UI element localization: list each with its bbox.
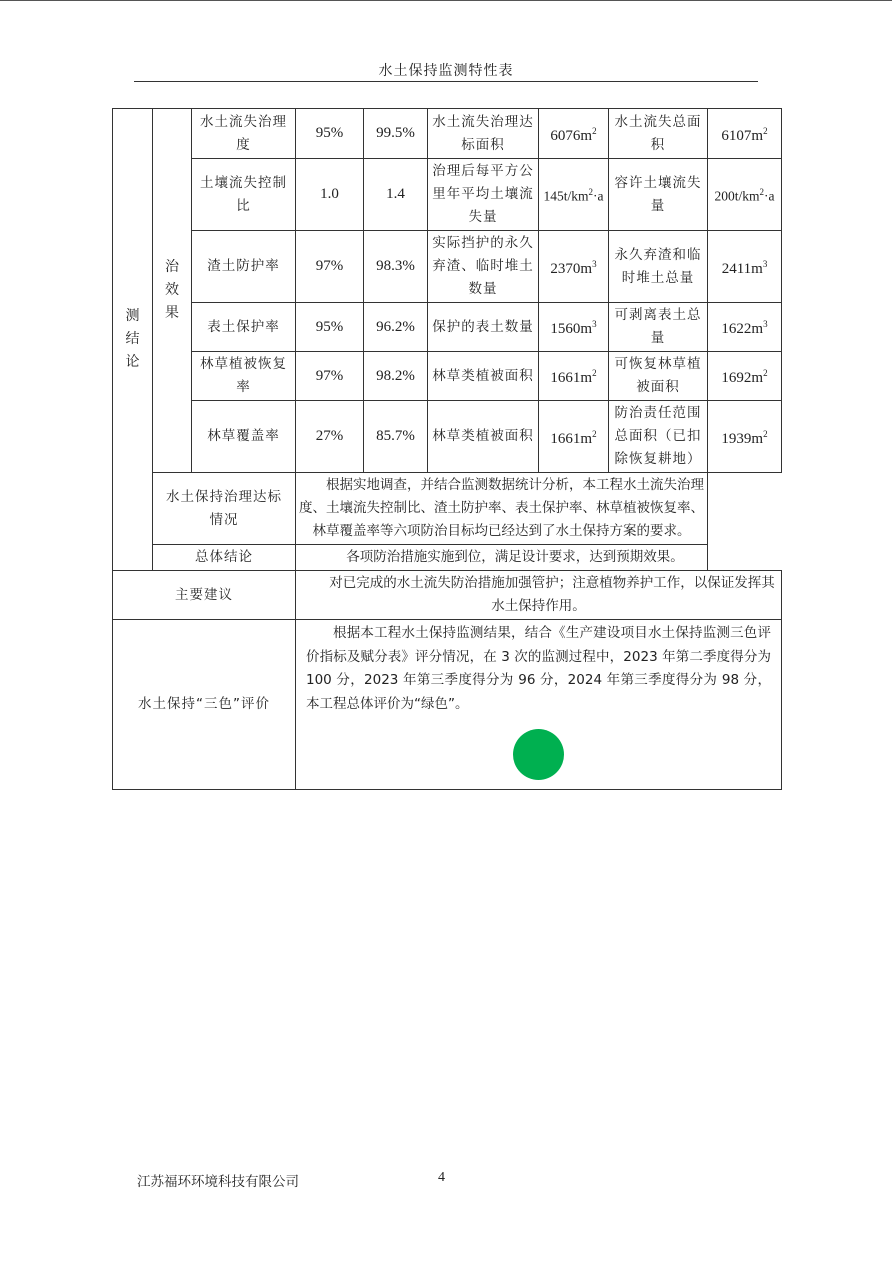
metric-value2: $2411m^3$: [708, 231, 782, 303]
metric-value2: $1939m^2$: [708, 401, 782, 473]
page-number: 4: [438, 1170, 445, 1185]
table-row: [113, 545, 782, 571]
overall-text: 各项防治措施实施到位，满足设计要求，达到预期效果。: [296, 545, 708, 571]
metric-target: 97%: [296, 231, 364, 303]
metric-value1: $145t/km^2\cdot a$: [539, 159, 609, 231]
metric-basis2: 容许土壤流失量: [609, 159, 708, 231]
metric-basis1: 保护的表土数量: [428, 303, 539, 352]
section-label-cell: [113, 109, 153, 571]
metric-name: 水土流失治理度: [192, 109, 296, 159]
metric-target: 1.0: [296, 159, 364, 231]
overall-label: 总体结论: [153, 545, 296, 571]
metric-value2: $1692m^2$: [708, 352, 782, 401]
metric-target: 95%: [296, 303, 364, 352]
metric-name: 渣土防护率: [192, 231, 296, 303]
advice-text: 对已完成的水土流失防治措施加强管护；注意植物养护工作，以保证发挥其水土保持作用。: [296, 571, 782, 620]
status-text: 根据实地调查，并结合监测数据统计分析，本工程水土流失治理度、土壤流失控制比、渣土防护率、表土保护率、林草植被恢复率、林草覆盖率等六项防治目标均已经达到了水土保持方案的要求。: [296, 473, 708, 545]
page-top-border: [0, 0, 892, 1]
metric-value1: $1661m^2$: [539, 352, 609, 401]
metric-value1: $1661m^2$: [539, 401, 609, 473]
table-row: [113, 109, 782, 159]
eval-text: 根据本工程水土保持监测结果，结合《生产建设项目水土保持监测三色评价指标及赋分表》评分情况，在 3 次的监测过程中，2023 年第二季度得分为 100 分，2023 年第三季度得分为 96 分，2024 年第三季度得分为 98 分，本工程总体评价为“绿色”。: [306, 625, 771, 712]
metric-actual: 99.5%: [364, 109, 428, 159]
metric-actual: 96.2%: [364, 303, 428, 352]
metric-value2: $1622m^3$: [708, 303, 782, 352]
metric-name: 土壤流失控制比: [192, 159, 296, 231]
metric-basis2: 永久弃渣和临时堆土总量: [609, 231, 708, 303]
table-row: [113, 571, 782, 620]
monitoring-characteristics-table: [112, 108, 782, 790]
metric-basis1: 林草类植被面积: [428, 401, 539, 473]
table-row: [113, 231, 782, 303]
table-row: [113, 401, 782, 473]
metric-basis2: 防治责任范围总面积（已扣除恢复耕地）: [609, 401, 708, 473]
metric-actual: 98.2%: [364, 352, 428, 401]
metric-value2: $6107m^2$: [708, 109, 782, 159]
metric-name: 林草植被恢复率: [192, 352, 296, 401]
advice-label: 主要建议: [113, 571, 296, 620]
metric-value1: $1560m^3$: [539, 303, 609, 352]
metric-actual: 85.7%: [364, 401, 428, 473]
metric-name: 林草覆盖率: [192, 401, 296, 473]
table-row: [113, 473, 782, 545]
metric-target: 95%: [296, 109, 364, 159]
metric-target: 27%: [296, 401, 364, 473]
metric-basis1: 治理后每平方公里年平均土壤流失量: [428, 159, 539, 231]
metric-basis1: 实际挡护的永久弃渣、临时堆土数量: [428, 231, 539, 303]
page-header-title: 水土保持监测特性表: [378, 63, 514, 79]
metric-basis1: 水土流失治理达标面积: [428, 109, 539, 159]
eval-label: 水土保持“三色”评价: [113, 620, 296, 790]
metric-actual: 1.4: [364, 159, 428, 231]
metric-basis2: 可恢复林草植被面积: [609, 352, 708, 401]
header-rule: [134, 81, 758, 82]
metric-basis2: 水土流失总面积: [609, 109, 708, 159]
green-circle-icon: [513, 729, 564, 780]
metric-value1: $2370m^3$: [539, 231, 609, 303]
table-row: [113, 620, 782, 790]
metric-value1: $6076m^2$: [539, 109, 609, 159]
subsection-label-cell: [153, 109, 192, 473]
subsection-label: 治效果: [165, 259, 179, 321]
metric-actual: 98.3%: [364, 231, 428, 303]
table-row: [113, 352, 782, 401]
metric-basis1: 林草类植被面积: [428, 352, 539, 401]
table-row: [113, 303, 782, 352]
section-label: 测结论: [125, 308, 140, 370]
eval-cell: [296, 620, 782, 790]
footer-company: 江苏福环环境科技有限公司: [137, 1174, 299, 1190]
metric-target: 97%: [296, 352, 364, 401]
status-label: 水土保持治理达标情况: [153, 473, 296, 545]
metric-name: 表土保护率: [192, 303, 296, 352]
metric-value2: $200t/km^2\cdot a$: [708, 159, 782, 231]
table-row: [113, 159, 782, 231]
metric-basis2: 可剥离表土总量: [609, 303, 708, 352]
